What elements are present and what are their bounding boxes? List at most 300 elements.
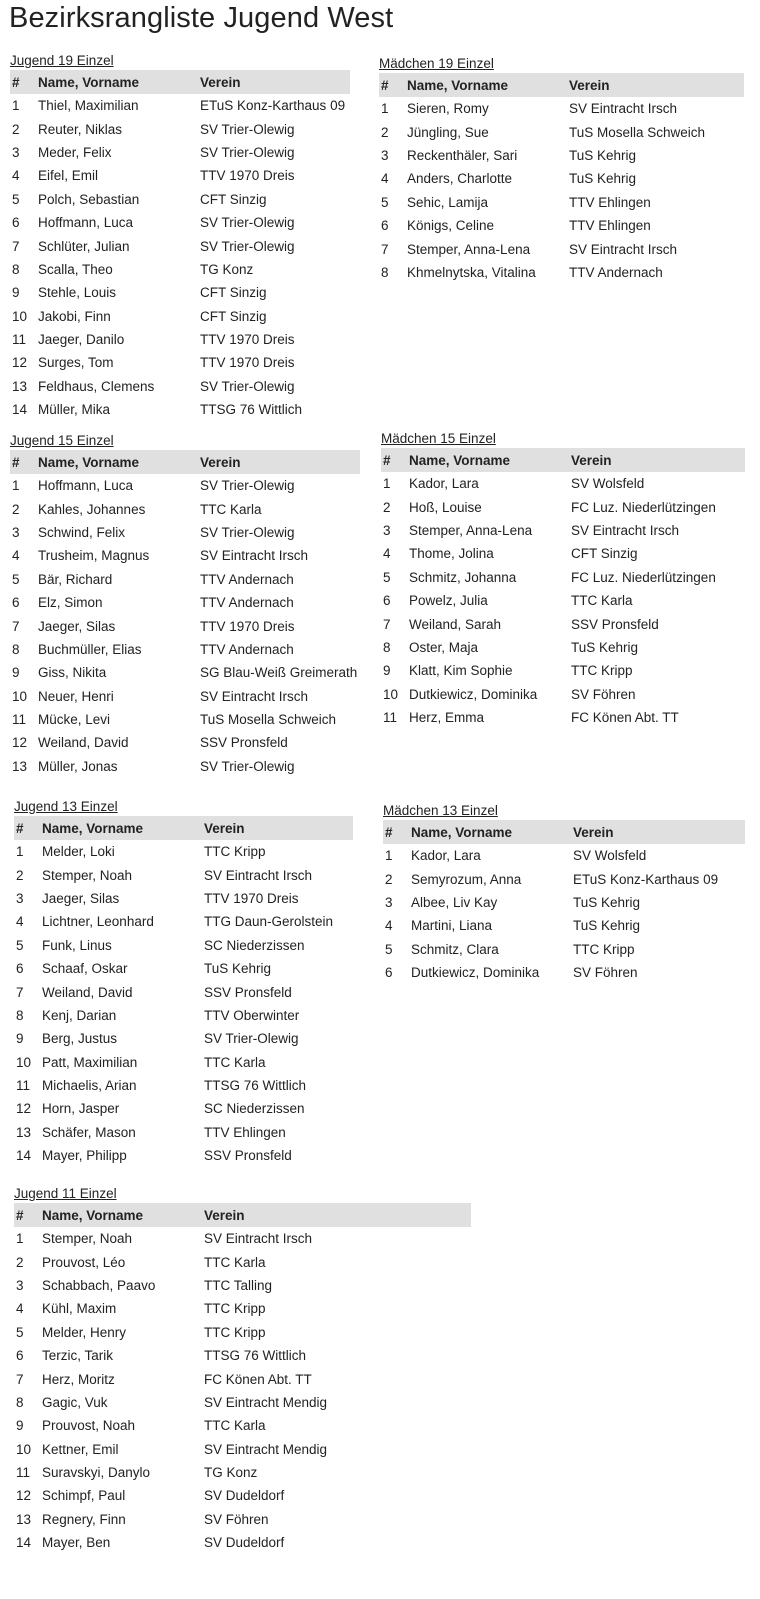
section-title: Jugend 13 Einzel xyxy=(14,799,118,814)
section-jugend-15 xyxy=(10,431,360,778)
name-cell: Kador, Lara xyxy=(409,476,479,492)
name-cell: Kahles, Johannes xyxy=(38,501,146,517)
ranking-table xyxy=(381,448,745,729)
section-title: Mädchen 15 Einzel xyxy=(381,431,496,446)
club-cell: SC Niederzissen xyxy=(204,1101,305,1117)
club-cell: ETuS Konz-Karthaus 09 xyxy=(200,98,346,114)
column-header-name: Name, Vorname xyxy=(407,77,509,93)
club-cell: CFT Sinzig xyxy=(200,308,267,324)
column-header-club: Verein xyxy=(573,824,614,840)
table-row xyxy=(381,519,745,542)
table-header-row xyxy=(379,73,744,97)
name-cell: Thiel, Maximilian xyxy=(38,98,139,114)
table-row xyxy=(10,305,350,328)
table-row xyxy=(381,589,745,612)
rank-cell: 4 xyxy=(381,171,389,187)
rank-cell: 7 xyxy=(16,984,24,1000)
rank-cell: 1 xyxy=(381,101,389,117)
table-row xyxy=(10,708,360,731)
rank-cell: 2 xyxy=(385,871,393,887)
club-cell: SV Wolsfeld xyxy=(571,476,645,492)
club-cell: TTC Kripp xyxy=(573,941,635,957)
table-row xyxy=(10,351,350,374)
table-row xyxy=(14,957,353,980)
rank-cell: 2 xyxy=(12,121,20,137)
table-row xyxy=(10,375,350,398)
rank-cell: 6 xyxy=(12,595,20,611)
club-cell: SV Eintracht Irsch xyxy=(569,101,678,117)
table-row xyxy=(379,261,744,284)
column-header-name: Name, Vorname xyxy=(38,74,140,90)
club-cell: SV Trier-Olewig xyxy=(200,238,295,254)
name-cell: Melder, Henry xyxy=(42,1324,127,1340)
column-header-rank: # xyxy=(12,454,20,470)
rank-cell: 7 xyxy=(12,238,20,254)
table-row xyxy=(379,191,744,214)
rank-cell: 3 xyxy=(383,522,391,538)
ranking-table xyxy=(14,1203,471,1554)
table-row xyxy=(14,1004,353,1027)
rank-cell: 5 xyxy=(385,941,393,957)
name-cell: Trusheim, Magnus xyxy=(38,548,150,564)
rank-cell: 1 xyxy=(12,478,20,494)
name-cell: Mücke, Levi xyxy=(38,712,111,728)
club-cell: SG Blau-Weiß Greimerath xyxy=(200,665,358,681)
name-cell: Müller, Jonas xyxy=(38,758,118,774)
table-row xyxy=(10,188,350,211)
club-cell: TuS Kehrig xyxy=(569,147,637,163)
rank-cell: 5 xyxy=(12,571,20,587)
club-cell: FC Könen Abt. TT xyxy=(571,710,679,726)
club-cell: TTC Karla xyxy=(200,501,262,517)
club-cell: ETuS Konz-Karthaus 09 xyxy=(573,871,719,887)
rank-cell: 14 xyxy=(16,1535,32,1551)
club-cell: TuS Kehrig xyxy=(571,639,639,655)
section-title: Mädchen 13 Einzel xyxy=(383,803,498,818)
rank-cell: 13 xyxy=(12,758,28,774)
name-cell: Mayer, Ben xyxy=(42,1535,111,1551)
club-cell: SV Eintracht Irsch xyxy=(569,241,678,257)
rank-cell: 10 xyxy=(12,308,28,324)
rank-cell: 8 xyxy=(16,1007,24,1023)
rank-cell: 2 xyxy=(16,1254,24,1270)
name-cell: Thome, Jolina xyxy=(409,546,494,562)
section-maedchen-13 xyxy=(383,801,745,984)
name-cell: Schmitz, Clara xyxy=(411,941,499,957)
rank-cell: 3 xyxy=(381,147,389,163)
table-row xyxy=(383,938,745,961)
section-maedchen-15 xyxy=(381,429,745,729)
rank-cell: 12 xyxy=(16,1101,32,1117)
column-header-name: Name, Vorname xyxy=(38,454,140,470)
column-header-rank: # xyxy=(383,452,391,468)
name-cell: Weiland, David xyxy=(38,735,129,751)
name-cell: Khmelnytska, Vitalina xyxy=(407,264,536,280)
table-row xyxy=(14,1097,353,1120)
club-cell: TTV 1970 Dreis xyxy=(200,618,295,634)
rank-cell: 3 xyxy=(385,894,393,910)
name-cell: Oster, Maja xyxy=(409,639,479,655)
table-row xyxy=(10,398,350,421)
club-cell: SV Dudeldorf xyxy=(204,1488,285,1504)
table-row xyxy=(14,1121,353,1144)
name-cell: Hoffmann, Luca xyxy=(38,478,134,494)
column-header-rank: # xyxy=(385,824,393,840)
rank-cell: 10 xyxy=(383,686,399,702)
club-cell: SV Trier-Olewig xyxy=(200,524,295,540)
club-cell: SV Trier-Olewig xyxy=(200,215,295,231)
rank-cell: 7 xyxy=(16,1371,24,1387)
club-cell: TuS Kehrig xyxy=(569,171,637,187)
name-cell: Kettner, Emil xyxy=(42,1441,119,1457)
name-cell: Königs, Celine xyxy=(407,218,495,234)
table-row xyxy=(383,961,745,984)
table-row xyxy=(14,1274,471,1297)
club-cell: SSV Pronsfeld xyxy=(571,616,659,632)
club-cell: SSV Pronsfeld xyxy=(204,1148,292,1164)
table-row xyxy=(14,910,353,933)
club-cell: TTSG 76 Wittlich xyxy=(204,1078,307,1094)
club-cell: SV Föhren xyxy=(204,1511,269,1527)
club-cell: SV Föhren xyxy=(571,686,636,702)
name-cell: Terzic, Tarik xyxy=(42,1348,114,1364)
name-cell: Dutkiewicz, Dominika xyxy=(411,965,540,981)
club-cell: FC Luz. Niederlützingen xyxy=(571,499,716,515)
club-cell: CFT Sinzig xyxy=(200,285,267,301)
club-cell: TTV Andernach xyxy=(200,571,294,587)
rank-cell: 1 xyxy=(12,98,20,114)
table-row xyxy=(383,844,745,867)
name-cell: Schäfer, Mason xyxy=(42,1124,136,1140)
rank-cell: 4 xyxy=(383,546,391,562)
table-row xyxy=(10,141,350,164)
name-cell: Giss, Nikita xyxy=(38,665,107,681)
rank-cell: 3 xyxy=(16,1277,24,1293)
name-cell: Anders, Charlotte xyxy=(407,171,513,187)
rank-cell: 6 xyxy=(381,218,389,234)
column-header-club: Verein xyxy=(204,1207,245,1223)
name-cell: Bär, Richard xyxy=(38,571,113,587)
name-cell: Kenj, Darian xyxy=(42,1007,117,1023)
club-cell: FC Könen Abt. TT xyxy=(204,1371,312,1387)
club-cell: TTG Daun-Gerolstein xyxy=(204,914,334,930)
rank-cell: 8 xyxy=(383,639,391,655)
rank-cell: 5 xyxy=(381,194,389,210)
column-header-name: Name, Vorname xyxy=(42,820,144,836)
table-row xyxy=(10,685,360,708)
name-cell: Powelz, Julia xyxy=(409,593,488,609)
club-cell: TTSG 76 Wittlich xyxy=(204,1348,307,1364)
column-header-name: Name, Vorname xyxy=(42,1207,144,1223)
table-row xyxy=(381,542,745,565)
rank-cell: 4 xyxy=(385,918,393,934)
name-cell: Stehle, Louis xyxy=(38,285,117,301)
ranking-table xyxy=(14,816,353,1167)
table-row xyxy=(379,144,744,167)
club-cell: SC Niederzissen xyxy=(204,937,305,953)
table-row xyxy=(10,638,360,661)
club-cell: TTV 1970 Dreis xyxy=(200,332,295,348)
name-cell: Martini, Liana xyxy=(411,918,493,934)
name-cell: Kühl, Maxim xyxy=(42,1301,117,1317)
table-row xyxy=(14,1531,471,1554)
club-cell: SV Eintracht Irsch xyxy=(571,522,680,538)
table-row xyxy=(14,1367,471,1390)
rank-cell: 10 xyxy=(16,1054,32,1070)
rank-cell: 7 xyxy=(381,241,389,257)
table-row xyxy=(10,521,360,544)
name-cell: Funk, Linus xyxy=(42,937,112,953)
table-row xyxy=(379,214,744,237)
rank-cell: 12 xyxy=(16,1488,32,1504)
table-row xyxy=(10,281,350,304)
table-row xyxy=(14,1250,471,1273)
table-header-row xyxy=(10,450,360,474)
club-cell: TG Konz xyxy=(204,1465,258,1481)
club-cell: TTV Andernach xyxy=(200,641,294,657)
rank-cell: 2 xyxy=(16,867,24,883)
rank-cell: 10 xyxy=(12,688,28,704)
name-cell: Albee, Liv Kay xyxy=(411,894,498,910)
name-cell: Schwind, Felix xyxy=(38,524,126,540)
column-header-club: Verein xyxy=(200,74,241,90)
rank-cell: 8 xyxy=(12,261,20,277)
table-row xyxy=(14,1321,471,1344)
club-cell: SV Dudeldorf xyxy=(204,1535,285,1551)
column-header-name: Name, Vorname xyxy=(411,824,513,840)
name-cell: Polch, Sebastian xyxy=(38,191,140,207)
name-cell: Hoß, Louise xyxy=(409,499,482,515)
rank-cell: 13 xyxy=(12,378,28,394)
club-cell: TTC Karla xyxy=(204,1254,266,1270)
ranking-table xyxy=(383,820,745,984)
table-row xyxy=(10,164,350,187)
rank-cell: 3 xyxy=(12,144,20,160)
name-cell: Gagic, Vuk xyxy=(42,1394,108,1410)
rank-cell: 5 xyxy=(16,937,24,953)
club-cell: TuS Kehrig xyxy=(204,961,272,977)
name-cell: Prouvost, Léo xyxy=(42,1254,126,1270)
name-cell: Surges, Tom xyxy=(38,355,114,371)
table-row xyxy=(14,1391,471,1414)
club-cell: SV Trier-Olewig xyxy=(204,1031,299,1047)
table-header-row xyxy=(10,70,350,94)
name-cell: Scalla, Theo xyxy=(38,261,113,277)
name-cell: Schmitz, Johanna xyxy=(409,569,517,585)
rank-cell: 11 xyxy=(12,712,27,728)
column-header-club: Verein xyxy=(204,820,245,836)
rank-cell: 12 xyxy=(12,355,28,371)
club-cell: SV Trier-Olewig xyxy=(200,378,295,394)
name-cell: Jaeger, Silas xyxy=(38,618,116,634)
rank-cell: 9 xyxy=(383,663,391,679)
club-cell: CFT Sinzig xyxy=(571,546,638,562)
name-cell: Michaelis, Arian xyxy=(42,1078,137,1094)
table-row xyxy=(10,544,360,567)
table-row xyxy=(10,94,350,117)
club-cell: TuS Mosella Schweich xyxy=(569,124,706,140)
rank-cell: 6 xyxy=(385,965,393,981)
table-row xyxy=(379,167,744,190)
club-cell: TTC Karla xyxy=(204,1054,266,1070)
rank-cell: 14 xyxy=(16,1148,32,1164)
table-row xyxy=(14,934,353,957)
club-cell: TTV 1970 Dreis xyxy=(200,355,295,371)
name-cell: Prouvost, Noah xyxy=(42,1418,136,1434)
table-row xyxy=(14,1344,471,1367)
rank-cell: 9 xyxy=(12,665,20,681)
rank-cell: 5 xyxy=(12,191,20,207)
ranking-table xyxy=(379,73,744,284)
club-cell: TTC Karla xyxy=(571,593,633,609)
table-row xyxy=(381,659,745,682)
name-cell: Schlüter, Julian xyxy=(38,238,130,254)
rank-cell: 1 xyxy=(16,1231,24,1247)
name-cell: Buchmüller, Elias xyxy=(38,641,142,657)
club-cell: TTV Ehlingen xyxy=(569,218,651,234)
rank-cell: 4 xyxy=(16,914,24,930)
club-cell: TTSG 76 Wittlich xyxy=(200,402,303,418)
name-cell: Klatt, Kim Sophie xyxy=(409,663,513,679)
club-cell: TuS Kehrig xyxy=(573,918,641,934)
club-cell: CFT Sinzig xyxy=(200,191,267,207)
name-cell: Mayer, Philipp xyxy=(42,1148,127,1164)
rank-cell: 5 xyxy=(383,569,391,585)
section-title: Jugend 11 Einzel xyxy=(14,1186,117,1201)
rank-cell: 11 xyxy=(16,1078,31,1094)
table-row xyxy=(14,1484,471,1507)
rank-cell: 13 xyxy=(16,1124,32,1140)
name-cell: Stemper, Noah xyxy=(42,867,133,883)
ranking-table xyxy=(10,70,350,421)
name-cell: Jaeger, Danilo xyxy=(38,332,125,348)
rank-cell: 4 xyxy=(12,168,20,184)
rank-cell: 11 xyxy=(383,710,398,726)
table-row xyxy=(14,1027,353,1050)
table-row xyxy=(10,591,360,614)
table-row xyxy=(383,914,745,937)
name-cell: Stemper, Noah xyxy=(42,1231,133,1247)
table-row xyxy=(14,1144,353,1167)
table-header-row xyxy=(383,820,745,844)
table-row xyxy=(383,867,745,890)
column-header-name: Name, Vorname xyxy=(409,452,511,468)
club-cell: TTV 1970 Dreis xyxy=(204,890,299,906)
rank-cell: 14 xyxy=(12,402,28,418)
table-row xyxy=(381,683,745,706)
table-row xyxy=(381,472,745,495)
section-title: Jugend 19 Einzel xyxy=(10,53,114,68)
club-cell: SV Trier-Olewig xyxy=(200,144,295,160)
rank-cell: 11 xyxy=(16,1465,31,1481)
club-cell: SV Eintracht Irsch xyxy=(204,867,313,883)
table-row xyxy=(10,614,360,637)
table-row xyxy=(14,1051,353,1074)
table-row xyxy=(10,497,360,520)
table-row xyxy=(14,863,353,886)
name-cell: Neuer, Henri xyxy=(38,688,114,704)
rank-cell: 9 xyxy=(12,285,20,301)
ranking-table xyxy=(10,450,360,778)
table-row xyxy=(14,887,353,910)
name-cell: Weiland, David xyxy=(42,984,133,1000)
table-row xyxy=(14,980,353,1003)
rank-cell: 2 xyxy=(12,501,20,517)
name-cell: Sieren, Romy xyxy=(407,101,489,117)
club-cell: SV Föhren xyxy=(573,965,638,981)
column-header-club: Verein xyxy=(569,77,610,93)
rank-cell: 13 xyxy=(16,1511,32,1527)
club-cell: TTC Karla xyxy=(204,1418,266,1434)
rank-cell: 7 xyxy=(12,618,20,634)
page-title: Bezirksrangliste Jugend West xyxy=(9,2,394,34)
rank-cell: 11 xyxy=(12,332,27,348)
table-row xyxy=(10,568,360,591)
table-row xyxy=(10,474,360,497)
rank-cell: 4 xyxy=(12,548,20,564)
column-header-rank: # xyxy=(16,820,24,836)
table-row xyxy=(10,755,360,778)
name-cell: Meder, Felix xyxy=(38,144,112,160)
name-cell: Weiland, Sarah xyxy=(409,616,502,632)
club-cell: TTV Ehlingen xyxy=(204,1124,286,1140)
name-cell: Reckenthäler, Sari xyxy=(407,147,518,163)
section-jugend-19 xyxy=(10,51,350,421)
rank-cell: 3 xyxy=(12,524,20,540)
club-cell: TTC Kripp xyxy=(571,663,633,679)
table-row xyxy=(10,661,360,684)
name-cell: Sehic, Lamija xyxy=(407,194,489,210)
name-cell: Jaeger, Silas xyxy=(42,890,120,906)
name-cell: Berg, Justus xyxy=(42,1031,118,1047)
table-row xyxy=(10,211,350,234)
table-row xyxy=(10,258,350,281)
rank-cell: 12 xyxy=(12,735,28,751)
club-cell: SV Eintracht Irsch xyxy=(200,688,309,704)
table-row xyxy=(14,1508,471,1531)
name-cell: Schimpf, Paul xyxy=(42,1488,126,1504)
rank-cell: 10 xyxy=(16,1441,32,1457)
name-cell: Elz, Simon xyxy=(38,595,103,611)
name-cell: Herz, Moritz xyxy=(42,1371,115,1387)
rank-cell: 4 xyxy=(16,1301,24,1317)
column-header-club: Verein xyxy=(200,454,241,470)
name-cell: Schabbach, Paavo xyxy=(42,1277,156,1293)
name-cell: Horn, Jasper xyxy=(42,1101,120,1117)
table-row xyxy=(381,612,745,635)
rank-cell: 6 xyxy=(12,215,20,231)
table-row xyxy=(379,97,744,120)
column-header-rank: # xyxy=(381,77,389,93)
rank-cell: 1 xyxy=(16,844,24,860)
club-cell: SV Trier-Olewig xyxy=(200,758,295,774)
rank-cell: 5 xyxy=(16,1324,24,1340)
club-cell: SV Eintracht Irsch xyxy=(204,1231,313,1247)
table-row xyxy=(14,1297,471,1320)
name-cell: Stemper, Anna-Lena xyxy=(407,241,531,257)
table-header-row xyxy=(381,448,745,472)
table-row xyxy=(381,706,745,729)
name-cell: Feldhaus, Clemens xyxy=(38,378,155,394)
table-row xyxy=(14,1414,471,1437)
club-cell: FC Luz. Niederlützingen xyxy=(571,569,716,585)
club-cell: TTV Andernach xyxy=(569,264,663,280)
table-row xyxy=(381,566,745,589)
table-row xyxy=(10,117,350,140)
table-row xyxy=(10,234,350,257)
rank-cell: 6 xyxy=(383,593,391,609)
rank-cell: 2 xyxy=(383,499,391,515)
